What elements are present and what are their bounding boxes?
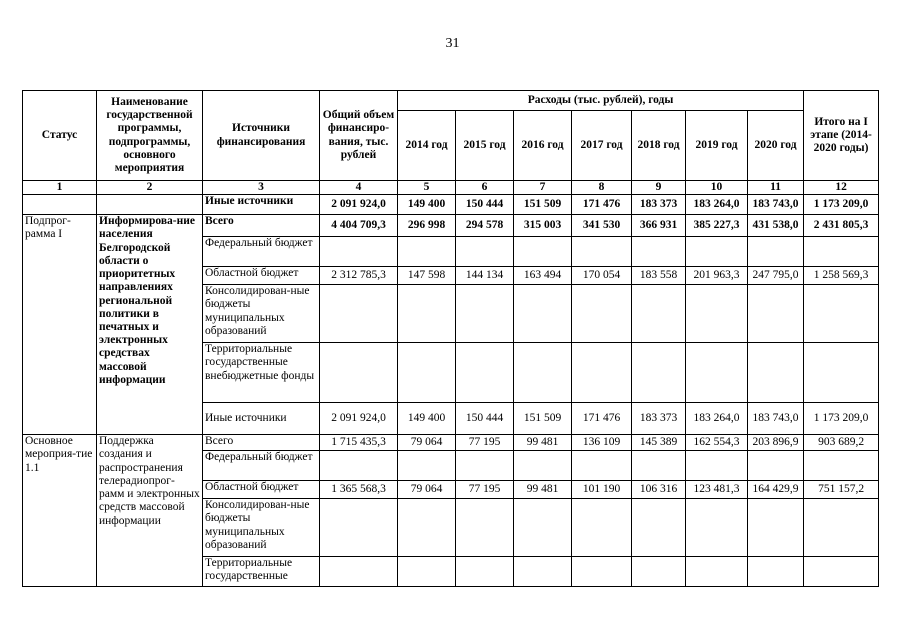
value-cell: [632, 237, 686, 267]
financing-table: [22, 90, 879, 587]
table-row: [23, 435, 879, 451]
value-cell: [456, 499, 514, 557]
value-cell: [456, 237, 514, 267]
source-label: Иные источники: [203, 403, 320, 435]
table-row: [23, 195, 879, 215]
value-cell: 296 998: [398, 215, 456, 237]
value-cell: [632, 499, 686, 557]
value-cell: [320, 451, 398, 481]
header-itogo: Итого на I этапе (2014-2020 годы): [804, 91, 879, 181]
value-cell: [632, 343, 686, 403]
column-number: 7: [514, 181, 572, 195]
value-cell: 99 481: [514, 435, 572, 451]
page-number: 31: [445, 36, 460, 51]
value-cell: 170 054: [572, 267, 632, 285]
value-cell: 183 558: [632, 267, 686, 285]
status-cell: Основное мероприя-тие 1.1: [23, 435, 97, 587]
column-number: 2: [97, 181, 203, 195]
value-cell: 903 689,2: [804, 435, 879, 451]
value-cell: [514, 557, 572, 587]
header-sources: Источники финансирования: [203, 91, 320, 181]
value-cell: [748, 343, 804, 403]
value-cell: 79 064: [398, 435, 456, 451]
value-cell: [686, 237, 748, 267]
value-cell: [572, 499, 632, 557]
value-cell: [320, 343, 398, 403]
value-cell: [456, 557, 514, 587]
value-cell: 77 195: [456, 481, 514, 499]
value-cell: [398, 285, 456, 343]
value-cell: 341 530: [572, 215, 632, 237]
column-number: 3: [203, 181, 320, 195]
value-cell: [398, 451, 456, 481]
header-year: 2016 год: [514, 111, 572, 181]
value-cell: [572, 285, 632, 343]
value-cell: [632, 285, 686, 343]
value-cell: [572, 451, 632, 481]
value-cell: 171 476: [572, 403, 632, 435]
value-cell: [804, 343, 879, 403]
value-cell: 164 429,9: [748, 481, 804, 499]
value-cell: 1 258 569,3: [804, 267, 879, 285]
value-cell: 4 404 709,3: [320, 215, 398, 237]
value-cell: [514, 499, 572, 557]
value-cell: [632, 557, 686, 587]
value-cell: 151 509: [514, 195, 572, 215]
column-numbers-row: [23, 181, 879, 195]
value-cell: 171 476: [572, 195, 632, 215]
value-cell: [398, 237, 456, 267]
value-cell: 1 715 435,3: [320, 435, 398, 451]
value-cell: [456, 451, 514, 481]
measure-name: Поддержка создания и распространения телерадиопрог-рамм и электронных средств массовой информации: [97, 435, 203, 587]
value-cell: 79 064: [398, 481, 456, 499]
value-cell: [514, 343, 572, 403]
header-status: Статус: [23, 91, 97, 181]
header-expenses: Расходы (тыс. рублей), годы: [398, 91, 804, 111]
value-cell: 183 373: [632, 195, 686, 215]
value-cell: [804, 237, 879, 267]
source-label: Федеральный бюджет: [203, 451, 320, 481]
value-cell: 2 091 924,0: [320, 403, 398, 435]
value-cell: 294 578: [456, 215, 514, 237]
value-cell: [748, 237, 804, 267]
source-label: Иные источники: [203, 195, 320, 215]
value-cell: 106 316: [632, 481, 686, 499]
value-cell: 1 173 209,0: [804, 195, 879, 215]
header-year: 2015 год: [456, 111, 514, 181]
value-cell: [514, 237, 572, 267]
header-year: 2019 год: [686, 111, 748, 181]
value-cell: [804, 285, 879, 343]
value-cell: 163 494: [514, 267, 572, 285]
column-number: 10: [686, 181, 748, 195]
value-cell: 151 509: [514, 403, 572, 435]
value-cell: 145 389: [632, 435, 686, 451]
column-number: 1: [23, 181, 97, 195]
value-cell: [804, 499, 879, 557]
value-cell: [686, 285, 748, 343]
source-label: Областной бюджет: [203, 481, 320, 499]
value-cell: [686, 451, 748, 481]
value-cell: 99 481: [514, 481, 572, 499]
header-year: 2018 год: [632, 111, 686, 181]
value-cell: 203 896,9: [748, 435, 804, 451]
value-cell: 77 195: [456, 435, 514, 451]
value-cell: [686, 557, 748, 587]
value-cell: 150 444: [456, 195, 514, 215]
value-cell: [456, 285, 514, 343]
value-cell: 101 190: [572, 481, 632, 499]
value-cell: 1 365 568,3: [320, 481, 398, 499]
value-cell: 147 598: [398, 267, 456, 285]
source-label: Областной бюджет: [203, 267, 320, 285]
value-cell: 149 400: [398, 195, 456, 215]
value-cell: 149 400: [398, 403, 456, 435]
value-cell: 385 227,3: [686, 215, 748, 237]
column-number: 9: [632, 181, 686, 195]
header-name: Наименование государственной программы, подпрограммы, основного мероприятия: [97, 91, 203, 181]
value-cell: 247 795,0: [748, 267, 804, 285]
value-cell: 144 134: [456, 267, 514, 285]
program-name: Информирова-ние населения Белгородской области о приоритетных направлениях региональной политики в печатных и электронных средствах массовой информации: [97, 215, 203, 435]
source-label: Всего: [203, 215, 320, 237]
column-number: 8: [572, 181, 632, 195]
value-cell: 162 554,3: [686, 435, 748, 451]
value-cell: 751 157,2: [804, 481, 879, 499]
value-cell: [320, 237, 398, 267]
value-cell: 183 743,0: [748, 403, 804, 435]
table-row: [23, 215, 879, 237]
value-cell: [572, 237, 632, 267]
source-label: Федеральный бюджет: [203, 237, 320, 267]
value-cell: [748, 451, 804, 481]
value-cell: 183 743,0: [748, 195, 804, 215]
value-cell: 183 264,0: [686, 195, 748, 215]
value-cell: [632, 451, 686, 481]
value-cell: [398, 499, 456, 557]
value-cell: 183 264,0: [686, 403, 748, 435]
source-label: Консолидирован-ные бюджеты муниципальных образований: [203, 499, 320, 557]
value-cell: [398, 343, 456, 403]
header-year: 2020 год: [748, 111, 804, 181]
value-cell: [686, 499, 748, 557]
source-label: Консолидирован-ные бюджеты муниципальных образований: [203, 285, 320, 343]
value-cell: [320, 285, 398, 343]
value-cell: [572, 343, 632, 403]
value-cell: [686, 343, 748, 403]
value-cell: [804, 557, 879, 587]
column-number: 6: [456, 181, 514, 195]
value-cell: [514, 451, 572, 481]
value-cell: 2 312 785,3: [320, 267, 398, 285]
value-cell: 201 963,3: [686, 267, 748, 285]
value-cell: [748, 557, 804, 587]
header-year: 2017 год: [572, 111, 632, 181]
header-year: 2014 год: [398, 111, 456, 181]
value-cell: 2 091 924,0: [320, 195, 398, 215]
value-cell: [398, 557, 456, 587]
value-cell: 2 431 805,3: [804, 215, 879, 237]
source-label: Территориальные государственные внебюджетные фонды: [203, 343, 320, 403]
status-cell: Подпрог-рамма I: [23, 215, 97, 435]
value-cell: [320, 499, 398, 557]
source-label: Территориальные государственные: [203, 557, 320, 587]
value-cell: 1 173 209,0: [804, 403, 879, 435]
value-cell: 315 003: [514, 215, 572, 237]
value-cell: [748, 285, 804, 343]
value-cell: 136 109: [572, 435, 632, 451]
value-cell: [514, 285, 572, 343]
header-total: Общий объем финансиро-вания, тыс. рублей: [320, 91, 398, 181]
column-number: 11: [748, 181, 804, 195]
value-cell: 431 538,0: [748, 215, 804, 237]
value-cell: 366 931: [632, 215, 686, 237]
source-label: Всего: [203, 435, 320, 451]
value-cell: 183 373: [632, 403, 686, 435]
value-cell: 150 444: [456, 403, 514, 435]
value-cell: 123 481,3: [686, 481, 748, 499]
column-number: 12: [804, 181, 879, 195]
value-cell: [572, 557, 632, 587]
value-cell: [804, 451, 879, 481]
value-cell: [456, 343, 514, 403]
value-cell: [320, 557, 398, 587]
value-cell: [748, 499, 804, 557]
column-number: 4: [320, 181, 398, 195]
column-number: 5: [398, 181, 456, 195]
